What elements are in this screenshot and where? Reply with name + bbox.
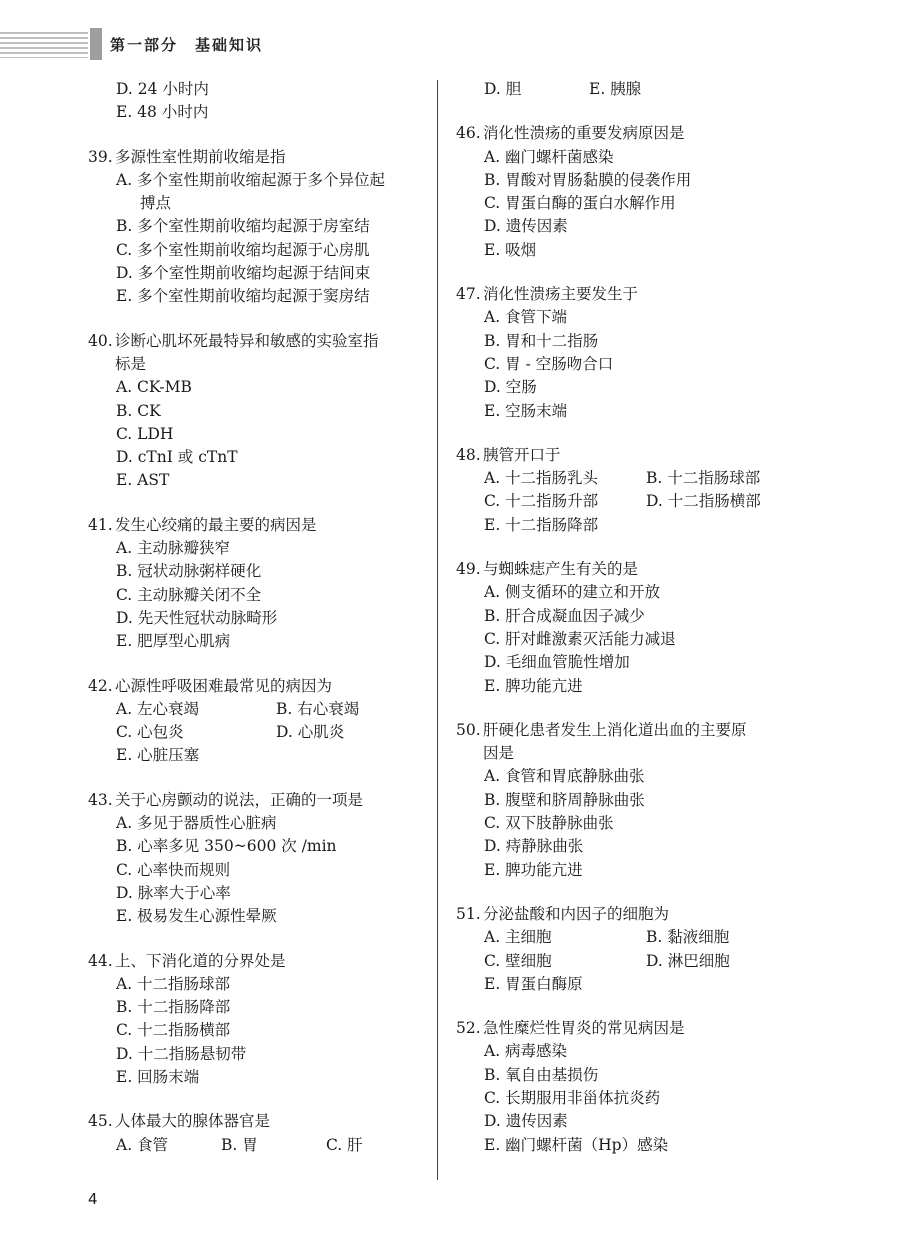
option-a-line1: A. 多个室性期前收缩起源于多个异位起 bbox=[116, 170, 386, 189]
question-45 bbox=[88, 1110, 433, 1157]
question-stem bbox=[456, 444, 816, 467]
option-c: C. LDH bbox=[116, 424, 174, 443]
option-c: C. 胃蛋白酶的蛋白水解作用 bbox=[484, 194, 676, 213]
option-e: E. 脾功能亢进 bbox=[484, 676, 583, 695]
page-header bbox=[0, 28, 900, 62]
question-stem bbox=[88, 675, 433, 698]
option-b: B. 腹壁和脐周静脉曲张 bbox=[484, 790, 645, 809]
question-text: 急性糜烂性胃炎的常见病因是 bbox=[483, 1019, 685, 1038]
question-text-cont: 因是 bbox=[483, 744, 515, 763]
option-b: B. CK bbox=[116, 401, 161, 420]
option-a: A. 十二指肠乳头 bbox=[484, 469, 599, 488]
option-c: C. 主动脉瓣关闭不全 bbox=[116, 585, 262, 604]
question-text: 发生心绞痛的最主要的病因是 bbox=[115, 515, 317, 534]
question-text: 多源性室性期前收缩是指 bbox=[115, 147, 286, 166]
question-51 bbox=[456, 903, 816, 996]
question-stem bbox=[456, 122, 816, 145]
question-stem bbox=[456, 903, 816, 926]
question-stem bbox=[456, 1017, 816, 1040]
question-stem-cont bbox=[88, 353, 433, 376]
question-45-tail bbox=[456, 78, 816, 101]
question-43 bbox=[88, 789, 433, 929]
header-bar bbox=[90, 28, 102, 60]
option-c: C. 双下肢静脉曲张 bbox=[484, 814, 614, 833]
question-41 bbox=[88, 514, 433, 654]
question-stem bbox=[88, 146, 433, 169]
option-d: D. cTnI 或 cTnT bbox=[116, 448, 238, 467]
question-number: 45. bbox=[88, 1112, 113, 1131]
question-number: 47. bbox=[456, 285, 481, 304]
right-column bbox=[456, 78, 816, 1178]
option-e: E. 幽门螺杆菌（Hp）感染 bbox=[484, 1135, 669, 1154]
option-e: E. 48 小时内 bbox=[116, 103, 209, 122]
option-c: C. 心率快而规则 bbox=[116, 860, 231, 879]
question-stem bbox=[88, 330, 433, 353]
option-a: A. CK-MB bbox=[116, 378, 192, 397]
column-divider bbox=[437, 80, 438, 1180]
question-text: 人体最大的腺体器官是 bbox=[115, 1112, 271, 1131]
question-number: 52. bbox=[456, 1019, 481, 1038]
question-number: 51. bbox=[456, 904, 481, 923]
option-a: A. 左心衰竭 bbox=[116, 699, 200, 718]
question-stem-cont bbox=[456, 742, 816, 765]
question-number: 42. bbox=[88, 676, 113, 695]
option-a: A. 幽门螺杆菌感染 bbox=[484, 147, 614, 166]
option-b: B. 十二指肠球部 bbox=[646, 469, 761, 488]
question-number: 39. bbox=[88, 147, 113, 166]
option-d: D. 痔静脉曲张 bbox=[484, 837, 584, 856]
option-a bbox=[88, 169, 433, 216]
option-e: E. 胃蛋白酶原 bbox=[484, 974, 583, 993]
option-b: B. 胃酸对胃肠黏膜的侵袭作用 bbox=[484, 170, 692, 189]
option-c: C. 十二指肠升部 bbox=[484, 492, 599, 511]
question-stem bbox=[88, 789, 433, 812]
option-e: E. 脾功能亢进 bbox=[484, 860, 583, 879]
option-e: E. 肥厚型心肌病 bbox=[116, 632, 231, 651]
option-row bbox=[456, 950, 816, 973]
option-d: D. 淋巴细胞 bbox=[646, 951, 730, 970]
question-number: 43. bbox=[88, 790, 113, 809]
section-title: 第一部分 基础知识 bbox=[110, 36, 264, 54]
question-text: 心源性呼吸困难最常见的病因为 bbox=[115, 676, 333, 695]
question-text: 诊断心肌坏死最特异和敏感的实验室指 bbox=[115, 331, 379, 350]
option-c: C. 心包炎 bbox=[116, 723, 184, 742]
question-47 bbox=[456, 283, 816, 423]
option-row bbox=[456, 467, 816, 490]
option-d: D. 多个室性期前收缩均起源于结间束 bbox=[116, 264, 371, 283]
option-b: B. 十二指肠降部 bbox=[116, 998, 231, 1017]
option-row bbox=[88, 1134, 433, 1157]
option-row bbox=[88, 721, 433, 744]
question-text: 分泌盐酸和内因子的细胞为 bbox=[483, 904, 670, 923]
option-c: C. 肝 bbox=[326, 1135, 363, 1154]
question-number: 49. bbox=[456, 560, 481, 579]
option-c: C. 长期服用非甾体抗炎药 bbox=[484, 1088, 661, 1107]
option-e: E. 空肠末端 bbox=[484, 401, 568, 420]
option-e: E. 胰腺 bbox=[589, 80, 642, 98]
option-row bbox=[456, 926, 816, 949]
option-e: E. 吸烟 bbox=[484, 240, 537, 259]
question-stem bbox=[456, 719, 816, 742]
question-44 bbox=[88, 950, 433, 1090]
question-stem bbox=[456, 558, 816, 581]
option-row bbox=[88, 698, 433, 721]
question-text: 关于心房颤动的说法，正确的一项是 bbox=[115, 790, 364, 809]
option-d: D. 十二指肠横部 bbox=[646, 492, 761, 511]
question-40 bbox=[88, 330, 433, 493]
option-d: D. 遗传因素 bbox=[484, 1112, 568, 1131]
option-e: E. AST bbox=[116, 471, 170, 490]
question-stem bbox=[88, 950, 433, 973]
option-a: A. 侧支循环的建立和开放 bbox=[484, 583, 661, 602]
option-d: D. 十二指肠悬韧带 bbox=[116, 1044, 247, 1063]
question-52 bbox=[456, 1017, 816, 1157]
option-a-line2: 搏点 bbox=[140, 194, 172, 213]
question-46 bbox=[456, 122, 816, 262]
option-c: C. 壁细胞 bbox=[484, 951, 552, 970]
option-a: A. 主动脉瓣狭窄 bbox=[116, 539, 231, 558]
option-c: C. 胃 - 空肠吻合口 bbox=[484, 354, 614, 373]
option-b: B. 肝合成凝血因子减少 bbox=[484, 606, 645, 625]
question-text: 肝硬化患者发生上消化道出血的主要原 bbox=[483, 720, 747, 739]
question-number: 41. bbox=[88, 515, 113, 534]
option-a: A. 十二指肠球部 bbox=[116, 974, 231, 993]
option-b: B. 氧自由基损伤 bbox=[484, 1065, 599, 1084]
option-d: D. 空肠 bbox=[484, 378, 537, 397]
option-e: E. 极易发生心源性晕厥 bbox=[116, 907, 277, 926]
option-b: B. 黏液细胞 bbox=[646, 928, 730, 947]
question-42 bbox=[88, 675, 433, 768]
option-c: C. 十二指肠横部 bbox=[116, 1021, 231, 1040]
question-stem bbox=[456, 283, 816, 306]
option-d: D. 毛细血管脆性增加 bbox=[484, 653, 630, 672]
question-39 bbox=[88, 146, 433, 309]
option-a: A. 病毒感染 bbox=[484, 1042, 568, 1061]
option-b: B. 胃和十二指肠 bbox=[484, 331, 599, 350]
question-38-tail bbox=[88, 78, 433, 125]
option-b: B. 冠状动脉粥样硬化 bbox=[116, 562, 262, 581]
question-number: 40. bbox=[88, 331, 113, 350]
option-d: D. 脉率大于心率 bbox=[116, 883, 231, 902]
option-e: E. 回肠末端 bbox=[116, 1067, 200, 1086]
option-d: D. 24 小时内 bbox=[116, 80, 209, 98]
option-b: B. 胃 bbox=[221, 1135, 258, 1154]
question-text: 消化性溃疡主要发生于 bbox=[483, 285, 639, 304]
option-d: D. 胆 bbox=[484, 80, 522, 98]
question-text: 胰管开口于 bbox=[483, 445, 561, 464]
question-number: 48. bbox=[456, 445, 481, 464]
option-d: D. 先天性冠状动脉畸形 bbox=[116, 608, 278, 627]
question-number: 46. bbox=[456, 124, 481, 143]
option-e: E. 多个室性期前收缩均起源于窦房结 bbox=[116, 287, 370, 306]
option-b: B. 心率多见 350~600 次 /min bbox=[116, 837, 337, 856]
question-stem bbox=[88, 514, 433, 537]
option-row bbox=[456, 78, 816, 101]
question-text-cont: 标是 bbox=[115, 354, 147, 373]
question-number: 50. bbox=[456, 720, 481, 739]
option-e: E. 心脏压塞 bbox=[116, 746, 200, 765]
option-c: C. 多个室性期前收缩均起源于心房肌 bbox=[116, 240, 370, 259]
option-e: E. 十二指肠降部 bbox=[484, 515, 599, 534]
option-c: C. 肝对雌激素灭活能力减退 bbox=[484, 629, 676, 648]
question-stem bbox=[88, 1110, 433, 1133]
option-a: A. 食管 bbox=[116, 1135, 169, 1154]
question-number: 44. bbox=[88, 951, 113, 970]
option-a: A. 食管下端 bbox=[484, 308, 568, 327]
question-48 bbox=[456, 444, 816, 537]
option-b: B. 多个室性期前收缩均起源于房室结 bbox=[116, 217, 370, 236]
header-stripes bbox=[0, 32, 88, 58]
question-text: 上、下消化道的分界处是 bbox=[115, 951, 286, 970]
left-column bbox=[88, 78, 433, 1178]
question-49 bbox=[456, 558, 816, 698]
option-b: B. 右心衰竭 bbox=[276, 699, 360, 718]
question-50 bbox=[456, 719, 816, 882]
option-d: D. 心肌炎 bbox=[276, 723, 345, 742]
option-a: A. 食管和胃底静脉曲张 bbox=[484, 767, 645, 786]
option-d: D. 遗传因素 bbox=[484, 217, 568, 236]
option-row bbox=[456, 490, 816, 513]
question-text: 与蜘蛛痣产生有关的是 bbox=[483, 560, 639, 579]
question-text: 消化性溃疡的重要发病原因是 bbox=[483, 124, 685, 143]
page-number: 4 bbox=[88, 1190, 98, 1208]
option-a: A. 主细胞 bbox=[484, 928, 552, 947]
option-a: A. 多见于器质性心脏病 bbox=[116, 814, 277, 833]
